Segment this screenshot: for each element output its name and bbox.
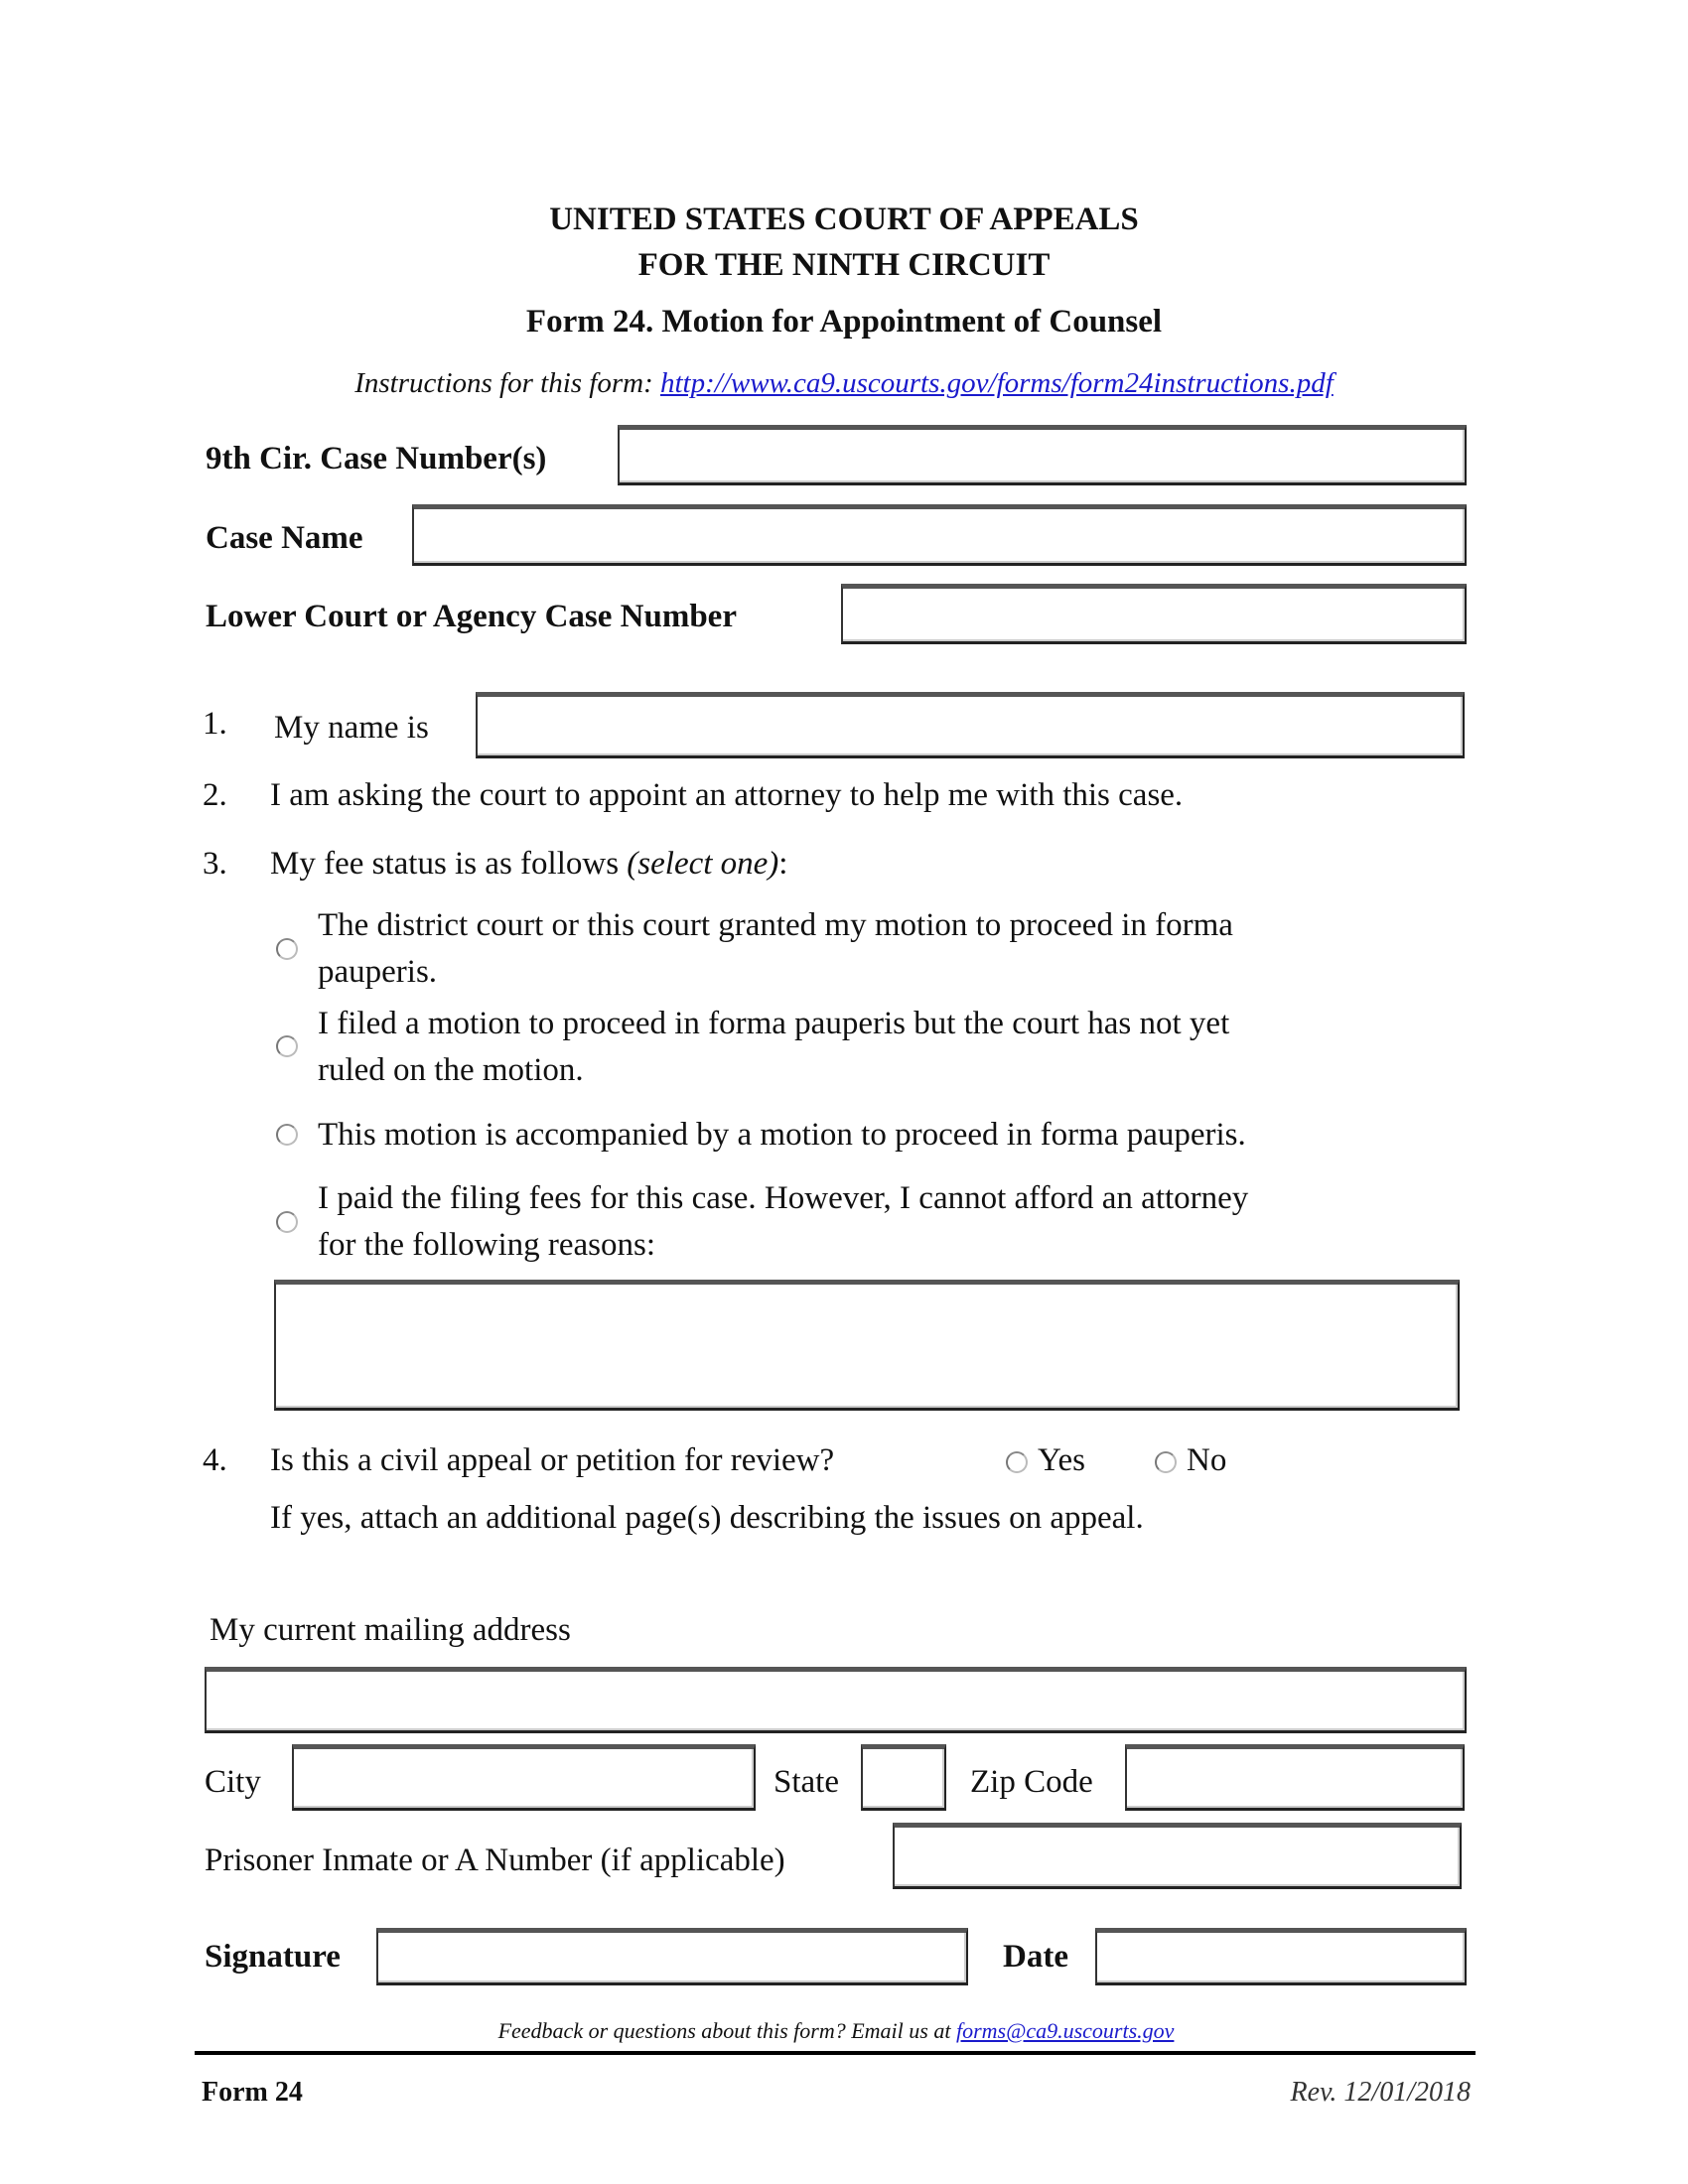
- civil-yes-label: Yes: [1038, 1442, 1086, 1478]
- item3-number: 3.: [203, 846, 227, 882]
- lower-court-label: Lower Court or Agency Case Number: [206, 599, 737, 634]
- city-input[interactable]: [292, 1744, 756, 1811]
- instructions-label: Instructions for this form:: [354, 367, 653, 399]
- item2-number: 2.: [203, 777, 227, 813]
- item4-note: If yes, attach an additional page(s) describing the issues on appeal.: [270, 1500, 1144, 1536]
- zip-label: Zip Code: [970, 1764, 1093, 1800]
- fee-option-radio-4[interactable]: [276, 1211, 298, 1233]
- fee-option-4-line1: I paid the filing fees for this case. However, I cannot afford an attorney: [318, 1180, 1249, 1216]
- item1-label: My name is: [274, 710, 429, 746]
- fee-option-2-line2: ruled on the motion.: [318, 1052, 584, 1088]
- item3-select-note: (select one): [627, 846, 779, 882]
- city-label: City: [205, 1764, 261, 1800]
- fee-option-radio-2[interactable]: [276, 1035, 298, 1057]
- civil-no-radio[interactable]: [1155, 1451, 1177, 1473]
- mailing-address-input[interactable]: [205, 1667, 1467, 1733]
- fee-option-radio-1[interactable]: [276, 938, 298, 960]
- fee-option-2-line1: I filed a motion to proceed in forma pauperis but the court has not yet: [318, 1006, 1230, 1041]
- signature-label: Signature: [205, 1939, 341, 1975]
- court-title-line2: FOR THE NINTH CIRCUIT: [637, 247, 1051, 283]
- item4-text: Is this a civil appeal or petition for review?: [270, 1442, 835, 1478]
- state-input[interactable]: [861, 1744, 946, 1811]
- case-number-label: 9th Cir. Case Number(s): [206, 441, 547, 477]
- fee-option-4-line2: for the following reasons:: [318, 1227, 656, 1263]
- fee-option-radio-3[interactable]: [276, 1124, 298, 1146]
- court-title-line1: UNITED STATES COURT OF APPEALS: [549, 202, 1139, 237]
- item2-text: I am asking the court to appoint an attorney to help me with this case.: [270, 777, 1184, 813]
- footer-divider: [195, 2051, 1476, 2055]
- item3-label: My fee status is as follows: [270, 846, 620, 882]
- civil-no-label: No: [1187, 1442, 1227, 1478]
- civil-yes-radio[interactable]: [1006, 1451, 1028, 1473]
- item1-number: 1.: [203, 706, 227, 742]
- name-input[interactable]: [476, 692, 1465, 758]
- instructions-line: [0, 367, 1688, 400]
- case-number-input[interactable]: [618, 425, 1467, 485]
- item4-number: 4.: [203, 1442, 227, 1478]
- date-label: Date: [1003, 1939, 1068, 1975]
- reasons-textarea[interactable]: [274, 1280, 1460, 1411]
- signature-input[interactable]: [376, 1928, 968, 1985]
- footer-revision: Rev. 12/01/2018: [1290, 2077, 1471, 2108]
- fee-option-3-line1: This motion is accompanied by a motion to proceed in forma pauperis.: [318, 1117, 1246, 1153]
- item3-colon: :: [778, 846, 788, 882]
- fee-option-1-line2: pauperis.: [318, 954, 438, 990]
- item3-text: [270, 848, 787, 881]
- feedback-email-link[interactable]: forms@ca9.uscourts.gov: [955, 2018, 1175, 2043]
- zip-input[interactable]: [1125, 1744, 1465, 1811]
- case-name-label: Case Name: [206, 520, 363, 556]
- date-input[interactable]: [1095, 1928, 1467, 1985]
- fee-option-1-line1: The district court or this court granted my motion to proceed in forma: [318, 907, 1233, 943]
- feedback-text: Feedback or questions about this form? Email us at: [497, 2018, 951, 2043]
- state-label: State: [774, 1764, 839, 1800]
- case-name-input[interactable]: [412, 504, 1467, 566]
- prisoner-number-input[interactable]: [893, 1823, 1462, 1889]
- prisoner-number-label: Prisoner Inmate or A Number (if applicable): [205, 1843, 785, 1878]
- lower-court-input[interactable]: [841, 584, 1467, 644]
- form-title: Form 24. Motion for Appointment of Counsel: [525, 304, 1163, 340]
- footer-form-label: Form 24: [202, 2077, 303, 2108]
- feedback-line: [0, 2018, 1672, 2044]
- mailing-address-label: My current mailing address: [210, 1612, 571, 1648]
- instructions-link[interactable]: http://www.ca9.uscourts.gov/forms/form24instructions.pdf: [659, 367, 1334, 399]
